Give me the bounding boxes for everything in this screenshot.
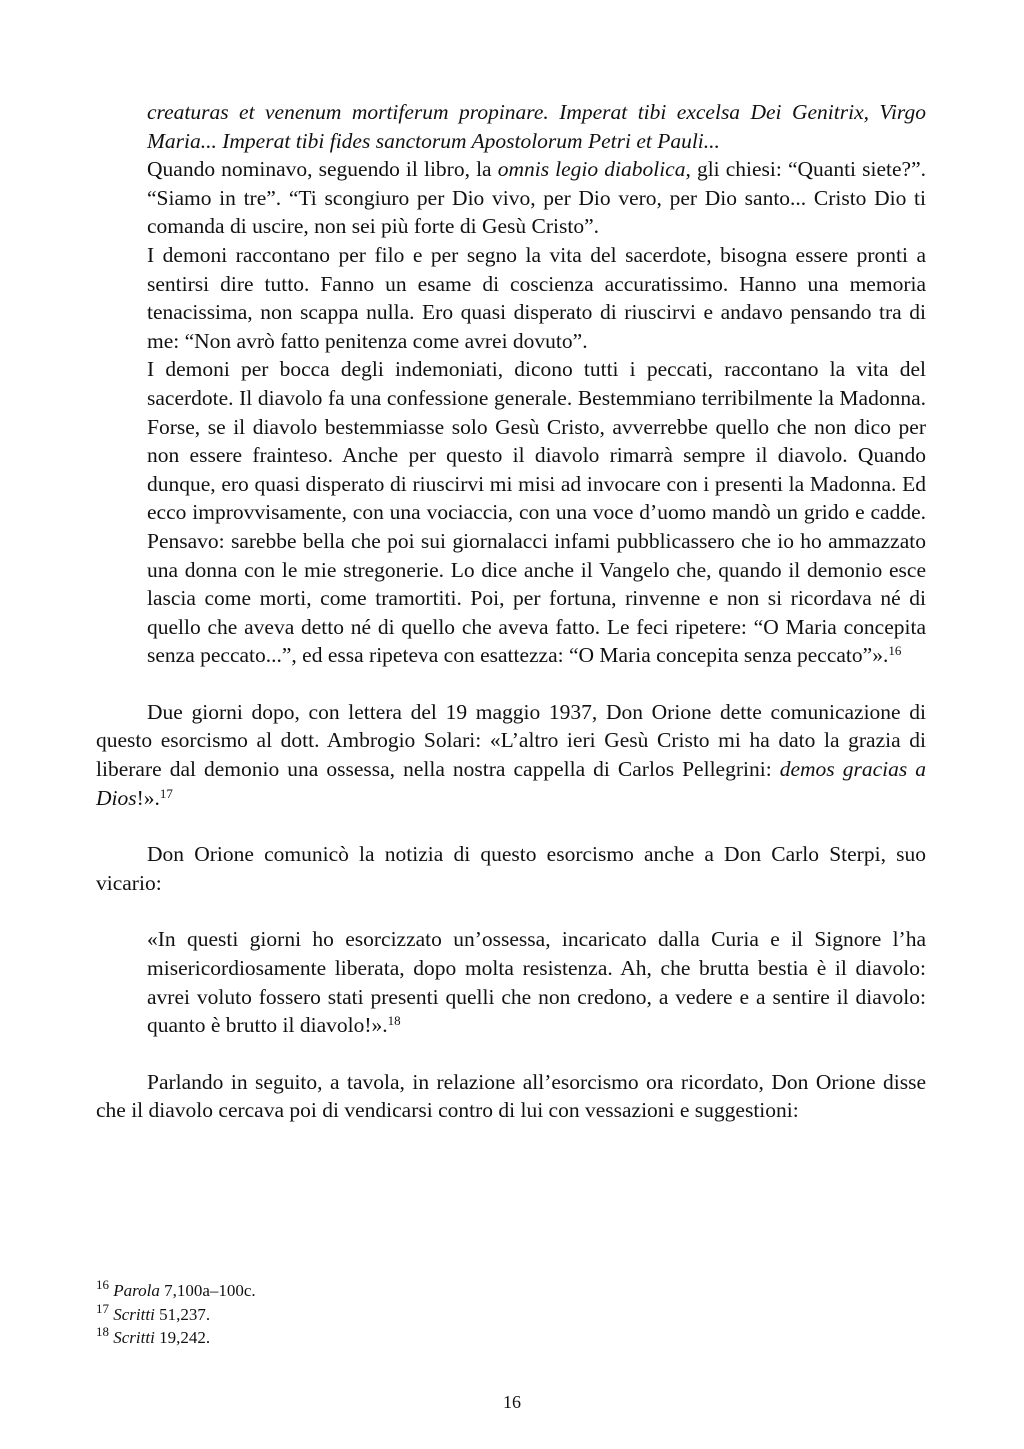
footnote-number: 16 [96,1277,109,1292]
latin-text: creaturas et venenum mortiferum propinare. Imperat tibi excelsa Dei Genitrix, Virgo Maria... Imperat tibi fides sanctorum Apostolorum Petri et Pauli... [147,100,926,153]
text-run: !». [136,785,160,810]
text-run: Due giorni dopo, con lettera del 19 maggio 1937, Don Orione dette comunicazione di questo esorcismo al dott. Ambrogio Solari: «L’altro ieri Gesù Cristo mi ha dato la grazia di liberare dal demonio una ossessa, nella nostra cappella di Carlos Pellegrini: [96,699,926,782]
footnotes [96,1279,926,1350]
footnote-title: Parola [113,1281,160,1300]
page-body [96,98,926,1125]
paragraph-8: Parlando in seguito, a tavola, in relazione all’esorcismo ora ricordato, Don Orione disse che il diavolo cercava poi di vendicarsi contro di lui con vessazioni e suggestioni: [96,1069,926,1123]
footnote-ref-text: 19,242. [154,1328,211,1347]
paragraph-6: Don Orione comunicò la notizia di questo esorcismo anche a Don Carlo Sterpi, suo vicario: [96,842,926,895]
footnote-title: Scritti [113,1304,155,1324]
footnote-ref: 16 [888,643,902,659]
footnote-number: 17 [96,1300,109,1316]
footnote-ref-text: 51,237. [154,1304,211,1324]
paragraph-5 [96,698,926,812]
italic-run: omnis legio diabolica [497,157,686,182]
footnote-number: 18 [96,1324,109,1339]
footnote-16 [96,1279,926,1303]
footnote-title: Scritti [113,1328,155,1347]
quote-paragraph-2 [147,155,926,241]
page-number: 16 [503,1392,521,1412]
text-run: , gli chiesi: “Quanti siete?”. “Siamo in tre”. “Ti scongiuro per Dio vivo, per Dio vero, per Dio santo... Cristo Dio ti comanda di uscire, non sei più forte di Gesù Cristo”. [147,157,926,239]
quote-paragraph-1 [147,98,926,155]
text-run: «In questi giorni ho esorcizzato un’ossessa, incaricato dalla Curia e il Signore l’ha misericordiosamente liberata, dopo molta resistenza. Ah, che brutta bestia è il diavolo: avrei voluto fossero stati presenti quelli che non credono, a vedere e a sentire il diavolo: quanto è brutto il diavolo!». [147,927,926,1038]
footnote-ref-text: 7,100a–100c. [159,1281,256,1300]
quote-paragraph-7 [147,925,926,1039]
footnote-18 [96,1326,926,1350]
text-run: I demoni per bocca degli indemoniati, dicono tutti i peccati, raccontano la vita del sacerdote. Il diavolo fa una confessione generale. Bestemmiano terribilmente la Madonna. Forse, se il diavolo bestemmiasse solo Gesù Cristo, avverrebbe quello che non dico per non essere frainteso. Anche per questo il diavolo rimarrà sempre il diavolo. Quando dunque, ero quasi disperato di riuscirvi mi misi ad invocare con i presenti la Madonna. Ed ecco improvvisamente, con una vociaccia, con una voce d’uomo mandò un grido e cadde. Pensavo: sarebbe bella che poi sui giornalacci infami pubblicassero che io ho ammazzato una donna con le mie stregonerie. Lo dice anche il Vangelo che, quando il demonio esce lascia come morti, come tramortiti. Poi, per fortuna, rinvenne e non si ricordava né di quello che aveva detto né di quello che aveva fatto. Le feci ripetere: “O Maria concepita senza peccato...”, ed essa ripeteva con esattezza: “O Maria concepita senza peccato”». [147,357,926,668]
quote-paragraph-3: I demoni raccontano per filo e per segno la vita del sacerdote, bisogna essere pronti a sentirsi dire tutto. Fanno un esame di coscienza accuratissimo. Hanno una memoria tenacissima, non scappa nulla. Ero quasi disperato di riuscirvi e andavo pensando tra di me: “Non avrò fatto penitenza come avrei dovuto”. [147,242,926,353]
italic-run: demos gracias a Dios [96,757,926,810]
footnote-17 [96,1300,926,1327]
text-run: Quando nominavo, seguendo il libro, la [147,157,498,182]
footnote-ref: 18 [387,1013,401,1029]
footnote-ref: 17 [159,785,173,801]
quote-paragraph-4 [147,355,926,670]
